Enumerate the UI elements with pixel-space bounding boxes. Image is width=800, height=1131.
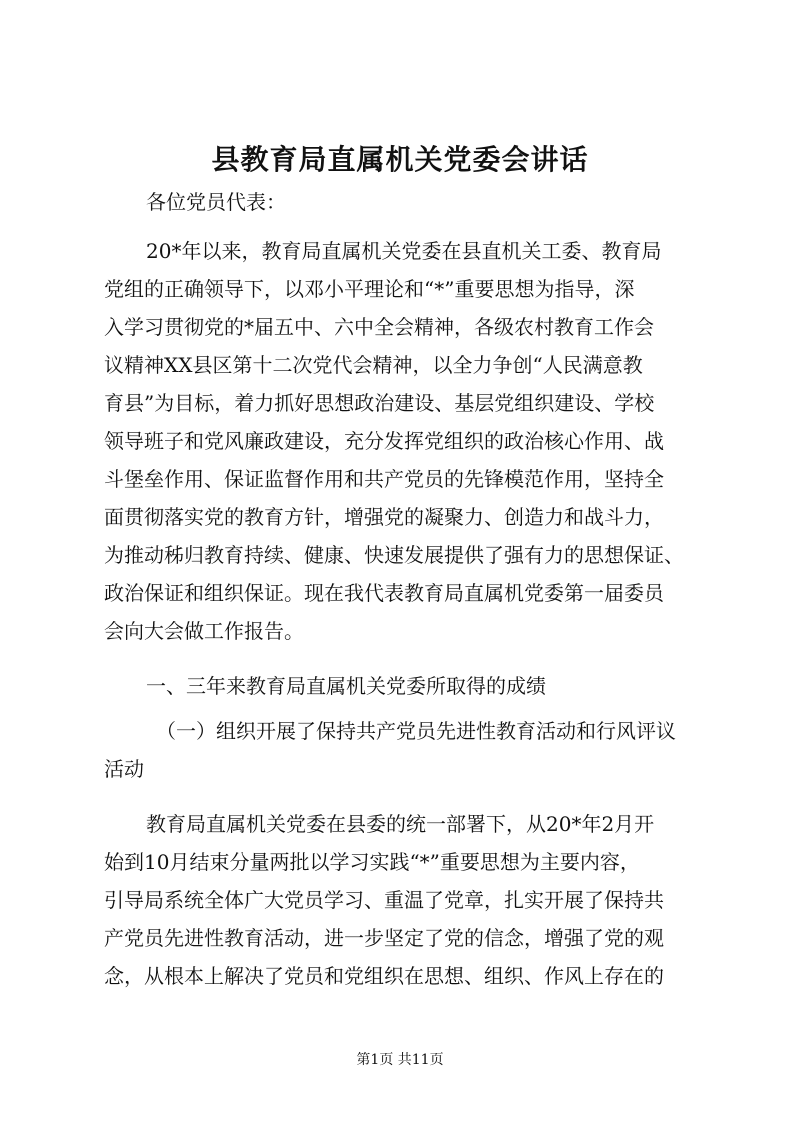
paragraph-1	[104, 232, 704, 650]
paragraph-1-line-5: 育县”为目标，着力抓好思想政治建设、基层党组织建设、学校	[104, 391, 655, 415]
paragraph-1-line-1: 20*年以来，教育局直属机关党委在县直机关工委、教育局	[146, 239, 662, 263]
paragraph-2-line-5: 念，从根本上解决了党员和党组织在思想、组织、作风上存在的	[104, 964, 664, 988]
paragraph-1-line-11: 会向大会做工作报告。	[104, 619, 304, 643]
paragraph-2	[104, 805, 704, 995]
paragraph-1-line-8: 面贯彻落实党的教育方针，增强党的凝聚力、创造力和战斗力，	[104, 505, 664, 529]
paragraph-2-line-3: 引导局系统全体广大党员学习、重温了党章，扎实开展了保持共	[104, 888, 664, 912]
document-title: 县教育局直属机关党委会讲话	[211, 143, 589, 176]
section-heading-1-line: 一、三年来教育局直属机关党委所取得的成绩	[146, 674, 546, 698]
paragraph-1-line-3: 入学习贯彻党的*届五中、六中全会精神，各级农村教育工作会	[104, 315, 654, 339]
paragraph-1-line-9: 为推动秭归教育持续、健康、快速发展提供了强有力的思想保证、	[104, 543, 684, 567]
subsection-heading-1	[104, 712, 704, 788]
section-heading-1	[104, 667, 704, 705]
page-footer: 第1页 共11页	[356, 1052, 444, 1068]
salutation-line: 各位党员代表：	[146, 190, 286, 214]
paragraph-1-line-2: 党组的正确领导下，以邓小平理论和“*”重要思想为指导，深	[104, 277, 635, 301]
paragraph-2-line-1: 教育局直属机关党委在县委的统一部署下，从20*年2月开	[146, 812, 655, 836]
paragraph-1-line-7: 斗堡垒作用、保证监督作用和共产党员的先锋模范作用，坚持全	[104, 467, 664, 491]
paragraph-1-line-10: 政治保证和组织保证。现在我代表教育局直属机党委第一届委员	[104, 581, 664, 605]
paragraph-1-line-6: 领导班子和党风廉政建设，充分发挥党组织的政治核心作用、战	[104, 429, 664, 453]
salutation	[104, 183, 704, 221]
paragraph-1-line-4: 议精神XX县区第十二次党代会精神，以全力争创“人民满意教	[104, 353, 643, 377]
subsection-heading-1-line-2: 活动	[104, 757, 144, 781]
subsection-heading-1-line-1: （一）组织开展了保持共产党员先进性教育活动和行风评议	[156, 719, 676, 743]
paragraph-2-line-4: 产党员先进性教育活动，进一步坚定了党的信念，增强了党的观	[104, 926, 664, 950]
paragraph-2-line-2: 始到10月结束分量两批以学习实践“*”重要思想为主要内容，	[104, 850, 640, 874]
